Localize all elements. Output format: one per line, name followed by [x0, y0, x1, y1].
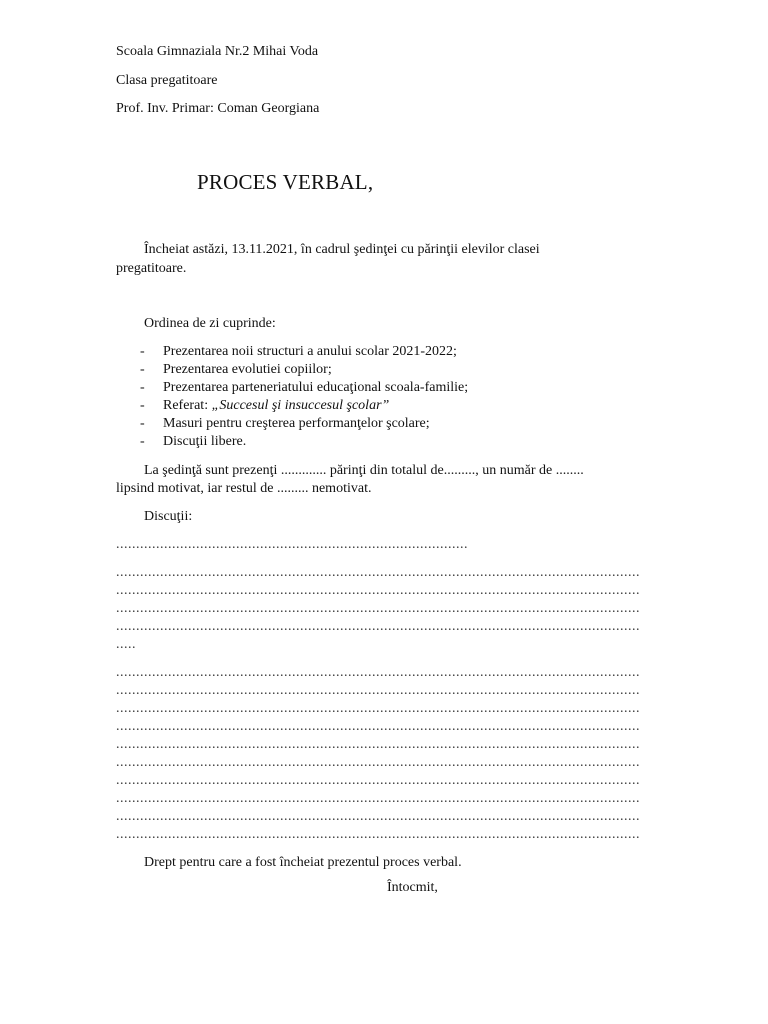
dotted-line: ...................................................................................................................................: [116, 583, 640, 598]
dotted-line: ...................................................................................................................................: [116, 601, 640, 616]
teacher-name: Prof. Inv. Primar: Coman Georgiana: [116, 101, 320, 116]
agenda-item: [140, 415, 430, 433]
dotted-line: ...................................................................................................................................: [116, 755, 640, 770]
closing-statement: Drept pentru care a fost încheiat prezentul proces verbal.: [144, 855, 462, 870]
attendance-line-1: La şedinţă sunt prezenţi ............. părinţi din totalul de........., un număr de ........: [144, 463, 584, 478]
bullet-dash: -: [140, 434, 145, 449]
agenda-item-text: Prezentarea evolutiei copiilor;: [163, 362, 332, 377]
dotted-line: ...................................................................................................................................: [116, 773, 640, 788]
agenda-item: [140, 343, 457, 361]
class-name: Clasa pregatitoare: [116, 73, 218, 88]
attendance-line-2: lipsind motivat, iar restul de ......... nemotivat.: [116, 481, 372, 496]
bullet-dash: -: [140, 380, 145, 395]
dotted-line: ...................................................................................................................................: [116, 809, 640, 824]
dotted-line: ...................................................................................................................................: [116, 619, 640, 634]
agenda-heading: Ordinea de zi cuprinde:: [144, 316, 276, 331]
dotted-line: ........................................................................................: [116, 537, 468, 552]
agenda-item: [140, 361, 332, 379]
intro-line-1: Încheiat astăzi, 13.11.2021, în cadrul şedinţei cu părinţii elevilor clasei: [144, 242, 540, 257]
school-name: Scoala Gimnaziala Nr.2 Mihai Voda: [116, 44, 319, 59]
intro-line-2: pregatitoare.: [116, 261, 187, 276]
agenda-item: [140, 433, 246, 451]
bullet-dash: -: [140, 416, 145, 431]
dotted-line: ...................................................................................................................................: [116, 683, 640, 698]
bullet-dash: -: [140, 398, 145, 413]
dotted-line: ...................................................................................................................................: [116, 719, 640, 734]
agenda-item: [140, 397, 389, 415]
agenda-item-text: Masuri pentru creşterea performanţelor şcolare;: [163, 416, 430, 431]
discussions-heading: Discuţii:: [144, 509, 193, 524]
dotted-line: ...................................................................................................................................: [116, 827, 640, 842]
dotted-line: .....: [116, 637, 136, 652]
dotted-line: ...................................................................................................................................: [116, 791, 640, 806]
dotted-line: ...................................................................................................................................: [116, 665, 640, 680]
dotted-line: ...................................................................................................................................: [116, 737, 640, 752]
dotted-line: ...................................................................................................................................: [116, 565, 640, 580]
agenda-item-text: Referat:: [163, 398, 212, 413]
dotted-line: ...................................................................................................................................: [116, 701, 640, 716]
agenda-item-text: Prezentarea parteneriatului educaţional scoala-familie;: [163, 380, 469, 395]
bullet-dash: -: [140, 344, 145, 359]
bullet-dash: -: [140, 362, 145, 377]
signature-label: Întocmit,: [387, 880, 438, 895]
agenda-item-text: Discuţii libere.: [163, 434, 247, 449]
agenda-item-text: Prezentarea noii structuri a anului scolar 2021-2022;: [163, 344, 457, 359]
document-title: PROCES VERBAL,: [197, 170, 374, 194]
agenda-item: [140, 379, 468, 397]
referat-title: „Succesul şi insuccesul şcolar”: [211, 398, 390, 413]
